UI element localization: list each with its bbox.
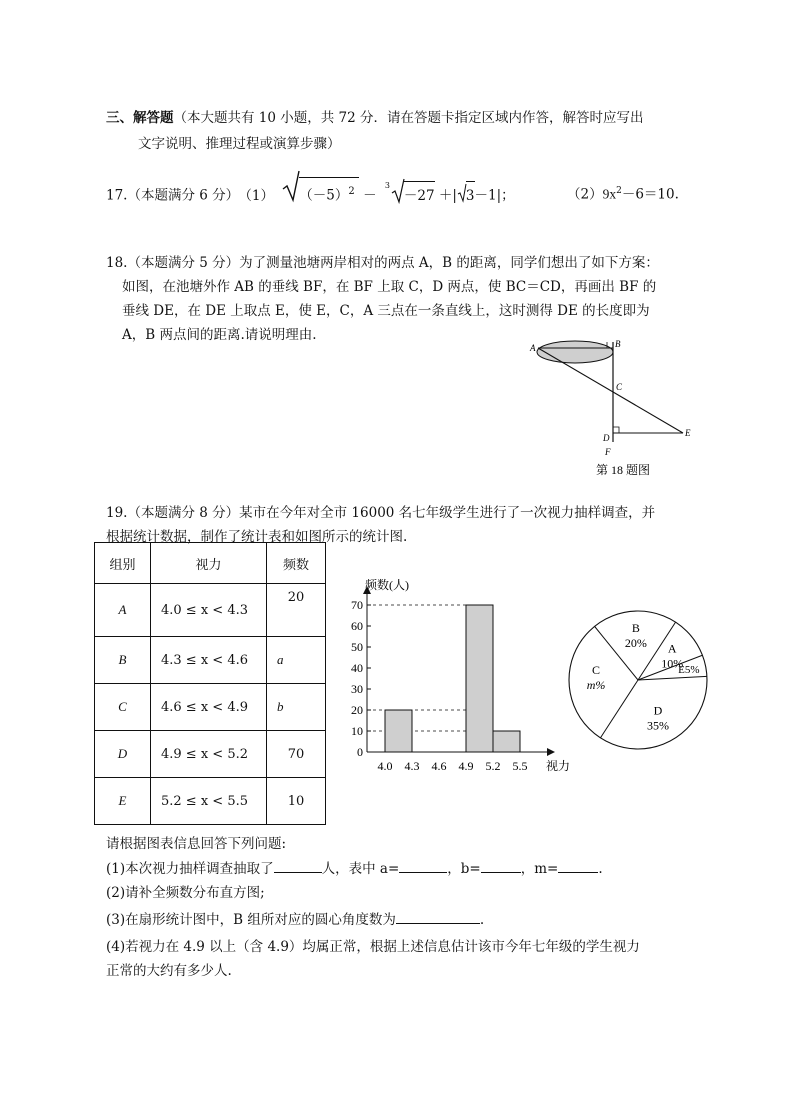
y-tick-label: 40 <box>351 661 363 675</box>
y-tick-label: 30 <box>351 682 363 696</box>
right-angle-d <box>613 427 619 433</box>
pie-slice-percent: 35% <box>647 718 669 733</box>
label-d: D <box>603 433 610 443</box>
y-tick-label: 20 <box>351 703 363 717</box>
row-frequency: 20 <box>267 584 326 637</box>
pie-slice-percent: 10% <box>661 656 684 671</box>
row-frequency: b <box>267 684 326 731</box>
q19-sub2: (2)请补全频数分布直方图; <box>106 885 265 901</box>
q17-abs-sqrt <box>457 181 475 210</box>
row-range: 5.2 ≤ x < 5.5 <box>151 778 267 825</box>
q17-part2 <box>567 177 679 205</box>
header-frequency: 频数 <box>267 543 326 584</box>
q18-geometry-figure <box>525 330 705 478</box>
q17-part2-exponent: 2 <box>616 186 622 196</box>
row-range: 4.3 ≤ x < 4.6 <box>151 637 267 684</box>
q19-sub1-text-b: 人，表中 a= <box>321 861 400 877</box>
q17-part2-expr: 9x <box>602 186 617 202</box>
q19-sub1 <box>106 858 603 879</box>
q17-plus: ＋ <box>438 187 453 204</box>
frequency-histogram <box>335 572 585 777</box>
q18-line1: 18.（本题满分 5 分）为了测量池塘两岸相对的两点 A，B 的距离，同学们想出了如下方案： <box>106 255 659 271</box>
x-tick-label: 4.0 <box>377 759 393 773</box>
x-tick-label: 5.2 <box>485 759 501 773</box>
row-group: C <box>95 684 151 731</box>
q17-cbrt-radicand: －27 <box>404 181 435 210</box>
histogram-bar <box>466 605 493 752</box>
row-frequency: 10 <box>267 778 326 825</box>
label-e: E <box>685 428 691 438</box>
row-frequency: a <box>267 637 326 684</box>
q18-line2: 如图，在池塘外作 AB 的垂线 BF，在 BF 上取 C，D 两点，使 BC＝CD，再画出 BF 的 <box>122 279 657 295</box>
pie-slice-percent: 20% <box>624 636 647 651</box>
label-c: C <box>616 382 623 392</box>
row-range: 4.0 ≤ x < 4.3 <box>151 584 267 637</box>
q17-minus: － <box>363 187 377 204</box>
answer-blank-a[interactable] <box>399 858 447 873</box>
q18-line4: A，B 两点间的距离.请说明理由. <box>122 327 317 343</box>
y-tick-label: 50 <box>351 640 363 654</box>
x-tick-label: 4.6 <box>431 759 447 773</box>
table-row <box>95 778 326 825</box>
line-ae <box>538 348 683 433</box>
q17-abs-rest: －1| <box>474 187 502 204</box>
y-tick-label: 10 <box>351 724 363 738</box>
q17-cube-root <box>384 180 435 210</box>
section-description: （本大题共有 10 小题，共 72 分．请在答题卡指定区域内作答，解答时应写出 <box>173 110 644 126</box>
header-vision: 视力 <box>151 543 267 584</box>
q17-exponent: 2 <box>348 186 355 197</box>
q17-part1-label: （1） <box>245 187 274 204</box>
histogram-bar <box>385 710 412 752</box>
x-axis-label: 视力 <box>546 759 571 773</box>
row-range: 4.9 ≤ x < 5.2 <box>151 731 267 778</box>
label-b: B <box>615 339 621 349</box>
row-group: E <box>95 778 151 825</box>
q17-abs-open: | <box>452 187 457 204</box>
answer-blank-b[interactable] <box>481 858 521 873</box>
row-range: 4.6 ≤ x < 4.9 <box>151 684 267 731</box>
q17-part2-rest: －6＝10. <box>621 186 679 203</box>
y-tick-label: 0 <box>357 745 363 759</box>
figure-caption: 第 18 题图 <box>596 463 651 477</box>
pie-slice-name: D <box>653 703 663 718</box>
x-tick-label: 4.9 <box>458 759 474 773</box>
q19-prompt: 请根据图表信息回答下列问题: <box>106 836 287 852</box>
q19-sub1-text-c: ，b= <box>447 861 481 877</box>
pie-slice-name: C <box>592 663 601 678</box>
label-a: A <box>530 343 536 353</box>
section-description-line2: 文字说明、推理过程或演算步骤） <box>138 136 341 152</box>
pie-slice-label: E5% <box>678 664 700 677</box>
row-frequency: 70 <box>267 731 326 778</box>
pie-chart <box>566 605 714 753</box>
q17-radicand: （－5） <box>299 187 349 204</box>
answer-blank-m[interactable] <box>558 858 598 873</box>
row-group: A <box>95 584 151 637</box>
pie-slice-name: A <box>667 641 677 656</box>
cube-root-index: 3 <box>384 180 390 190</box>
section-heading <box>106 108 644 128</box>
y-tick-label: 70 <box>351 598 363 612</box>
q19-sub1-text-d: ，m= <box>520 861 559 877</box>
q19-sub3-text-a: (3)在扇形统计图中，B 组所对应的圆心角度数为 <box>106 912 396 928</box>
question-17 <box>106 177 515 205</box>
table-row <box>95 684 326 731</box>
table-row <box>95 731 326 778</box>
label-f: F <box>605 447 611 457</box>
q17-part2-label: （2） <box>567 186 603 203</box>
pie-slice-name: B <box>631 621 640 636</box>
q19-sub1-text-e: . <box>598 861 603 877</box>
x-tick-label: 5.5 <box>512 759 528 773</box>
sqrt3-radicand: 3 <box>466 181 475 210</box>
q19-sub3-text-b: . <box>479 912 485 928</box>
q19-sub4-line1: (4)若视力在 4.9 以上（含 4.9）均属正常，根据上述信息估计该市今年七年级的学生视力 <box>106 939 640 955</box>
sqrt3-sign-icon <box>457 181 467 203</box>
pond-ellipse <box>537 341 613 363</box>
q17-end: ； <box>501 187 515 204</box>
table-header-row <box>95 543 326 584</box>
y-tick-label: 60 <box>351 619 363 633</box>
sqrt-sign-icon <box>282 169 300 203</box>
header-group: 组别 <box>95 543 151 584</box>
pie-slice-percent: m% <box>586 678 606 693</box>
q17-square-root <box>282 177 358 210</box>
q19-sub3 <box>106 909 484 930</box>
row-group: B <box>95 637 151 684</box>
table-row <box>95 584 326 637</box>
q18-line3: 垂线 DE，在 DE 上取点 E，使 E，C，A 三点在一条直线上，这时测得 DE 的长度即为 <box>122 303 650 319</box>
q19-line2: 根据统计数据，制作了统计表和如图所示的统计图. <box>106 529 408 545</box>
histogram-bar <box>493 731 520 752</box>
statistics-table <box>94 542 326 825</box>
y-axis-label: 频数(人) <box>365 578 409 592</box>
answer-blank-total[interactable] <box>274 858 322 873</box>
row-group: D <box>95 731 151 778</box>
q17-number: 17.（本题满分 6 分） <box>106 187 240 204</box>
q19-line1: 19.（本题满分 8 分）某市在今年对全市 16000 名七年级学生进行了一次视力抽样调查，并 <box>106 505 656 521</box>
q19-sub4-line2: 正常的大约有多少人. <box>106 963 232 979</box>
table-row <box>95 637 326 684</box>
x-tick-label: 4.3 <box>404 759 420 773</box>
q19-sub1-text-a: (1)本次视力抽样调查抽取了 <box>106 861 274 877</box>
section-title: 三、解答题 <box>106 110 174 126</box>
answer-blank-angle[interactable] <box>396 909 480 924</box>
cbrt-sign-icon <box>391 177 405 205</box>
